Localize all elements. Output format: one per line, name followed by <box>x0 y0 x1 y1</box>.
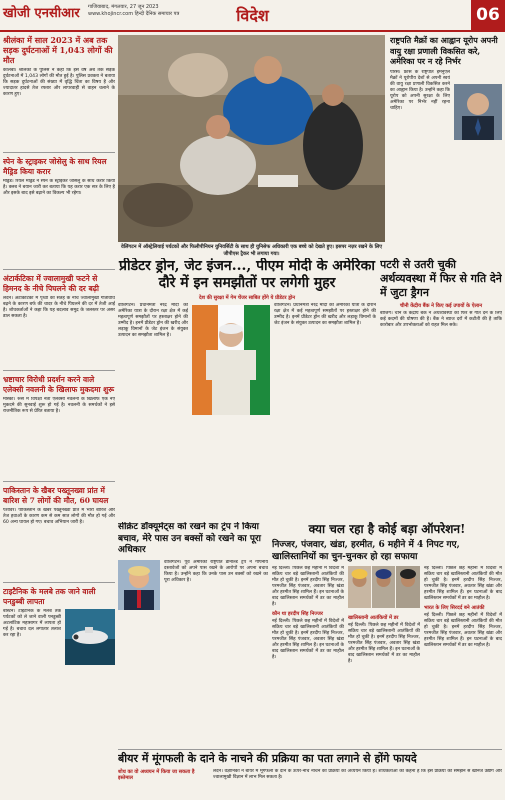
section-title: विदेश <box>236 6 269 25</box>
page-number: 06 <box>471 0 505 30</box>
operation-body-2: नई दिल्ली। पिछले छह महीनों में विदेशों में सक्रिय चार बड़े खालिस्तानी आतंकियों की मौत हो चुकी है। इनमें हरदीप सिंह निज्जर, परमजीत सिंह पंजवार, अवतार सिंह खंडा और हरमीत सिंह शामिल हैं। इन घटनाओं के बाद खालिस्तान समर्थकों में डर का माहौल है। <box>348 623 420 664</box>
operation-body-3b: नई दिल्ली। पिछले छह महीनों में विदेशों में सक्रिय चार बड़े खालिस्तानी आतंकियों की मौत हो चुकी है। इनमें हरदीप सिंह निज्जर, परमजीत सिंह पंजवार, अवतार सिंह खंडा और हरमीत सिंह शामिल हैं। इन घटनाओं के बाद खालिस्तान समर्थकों में डर का माहौल है। <box>424 613 502 648</box>
main-photo <box>118 35 385 242</box>
economy-headline: पटरी से उतरी चुकी अर्थव्यवस्था में फिर से गति देने में जुटा ड्रैगन <box>380 258 502 299</box>
titanic-block <box>3 609 115 669</box>
pakistan-headline: पाकिस्तान के खैबर पख्तूनख्वा प्रांत में बारिश से 7 लोगों की मौत, 60 घायल <box>3 486 109 505</box>
documents-story <box>118 522 268 747</box>
documents-headline: सीक्रेट डॉक्यूमेंट्स को रखने का ट्रंप ने किया बचाव, मेरे पास उन बक्सों को रखने का पूरा अधिकार <box>118 522 261 555</box>
antarctica-body: लंदन। अंटार्कटिका में पृथ्वी की सतह के नीचे ज्वालामुखी गतिविधि बढ़ने के कारण बर्फ की चादर के नीचे पिघलने की दर में तेजी आई है। शोधकर्ताओं ने कहा कि यह बदलाव समुद्र के जलस्तर पर असर डाल सकता है। <box>3 296 115 319</box>
documents-body: वाशिंगटन। पूर्व अमेरिकी राष्ट्रपति डोनाल्ड ट्रंप ने गोपनीय दस्तावेजों को अपने पास रखने के आरोपों पर अपना बचाव किया है। उन्होंने कहा कि उनके पास उन बक्सों को रखने का पूरा अधिकार है। <box>164 559 268 583</box>
operation-story <box>272 522 502 747</box>
srilanka-body: कोलंबो। श्रीलंका के पुलिस ने कहा कि इस वर्ष अब तक सड़क दुर्घटनाओं में 1,043 लोगों की मौत हुई है। पुलिस प्रवक्ता ने बताया कि सड़क दुर्घटनाओं की संख्या में वृद्धि चिंता का विषय है और ज्यादातर हादसे तेज रफ्तार और लापरवाही से वाहन चलाने के कारण हुए। <box>3 68 115 97</box>
titanic-body: बोस्टन। टाइटैनिक के मलबे तक पर्यटकों को ले जाने वाली पनडुब्बी अटलांटिक महासागर में लापता हो गई है। बचाव दल लगातार तलाश कर रहा है। <box>3 609 61 638</box>
divider <box>3 269 115 270</box>
divider <box>3 152 115 153</box>
corruption-headline: भ्रष्टाचार विरोधी प्रदर्शन करने वाले एलेक्सी नवलनी के खिलाफ मुकदमा शुरू <box>3 375 115 394</box>
titanic-headline: टाइटैनिक के मलबे तक जाने वाली पनडुब्बी लापता <box>3 587 96 606</box>
modi-photo <box>192 305 270 415</box>
drone-headline: प्रीडेटर ड्रोन, जेट इंजन..., पीएम मोदी के अमेरिका दौरे में इन समझौतों पर लगेगी मुहर <box>118 258 375 291</box>
beer-body: लंदन। वैज्ञानिकों ने बीयर में मूंगफली के दाने के ऊपर-नीचे नाचने की प्रक्रिया का अध्ययन किया है। शोधकर्ताओं का कहना है कि इस प्रक्रिया को समझने से खनिज उद्योग और ज्वालामुखी विज्ञान में लाभ मिल सकता है। <box>213 769 502 780</box>
divider <box>3 370 115 371</box>
macron-story <box>390 35 502 255</box>
macron-photo <box>454 84 502 140</box>
operation-headline: क्या चल रहा है कोई बड़ा ऑपरेशन! <box>308 522 466 536</box>
corruption-body: मास्को। रूस में विपक्षी नेता एलेक्सी नवलनी के खिलाफ एक नए मुकदमे की सुनवाई शुरू हो गई है। नवलनी के समर्थकों ने इसे राजनीतिक रूप से प्रेरित बताया है। <box>3 397 115 414</box>
beer-kicker: शोध का वो अध्ययन में किया जा सकता है इस्तेमाल <box>118 769 195 781</box>
operation-subhead-1: कौन था हरदीप सिंह निज्जर <box>272 611 323 617</box>
masthead <box>0 0 505 32</box>
drone-story <box>118 258 376 520</box>
economy-body: बीजिंग। चीन के केंद्रीय बैंक ने अर्थव्यवस्था को फिर से गति देने के लिए कई कदमों की घोषणा की है। बैंक ने ब्याज दरों में कटौती की है ताकि कारोबार और उपभोक्ताओं को राहत मिल सके। <box>380 311 502 328</box>
trump-photo <box>118 560 160 610</box>
operation-body-1b: नई दिल्ली। पिछले छह महीनों में विदेशों में सक्रिय चार बड़े खालिस्तानी आतंकियों की मौत हो चुकी है। इनमें हरदीप सिंह निज्जर, परमजीत सिंह पंजवार, अवतार सिंह खंडा और हरमीत सिंह शामिल हैं। इन घटनाओं के बाद खालिस्तान समर्थकों में डर का माहौल है। <box>272 619 344 660</box>
brand-name: खोजी एनसीआर <box>3 6 80 21</box>
macron-headline: राष्ट्रपति मैक्रों का आह्वान यूरोप अपनी वायु रक्षा प्रणाली विकसित करे, अमेरिका पर न रहे निर्भर <box>390 35 498 66</box>
photo-caption: वेलिंगटन में ऑस्ट्रेलियाई पर्यटकों और फिलीपीनियन युनिवर्सिटी के साथ ही युनिसेफ अधिकारी एक बच्चे को देखते हुए। इसपर नज़र रखने के लिए जीपीएस ट्रैकर भी लगाया गया। <box>120 244 383 257</box>
macron-body: पेरिस। फ्रांस के राष्ट्रपति इमैनुएल मैक्रों ने यूरोपीय देशों से अपनी स्वयं की वायु रक्षा प्रणाली विकसित करने का आह्वान किया है। उन्होंने कहा कि यूरोप को अपनी सुरक्षा के लिए अमेरिका पर निर्भर नहीं रहना चाहिए। <box>390 69 450 111</box>
divider <box>3 481 115 482</box>
beer-story <box>118 749 502 799</box>
economy-kicker: चीनी केंद्रीय बैंक ने किए कई उपायों के ऐलान <box>400 303 482 309</box>
operation-body-1: नई दिल्ली। पिछले छह महीनों में विदेशों में सक्रिय चार बड़े खालिस्तानी आतंकियों की मौत हो चुकी है। इनमें हरदीप सिंह निज्जर, परमजीत सिंह पंजवार, अवतार सिंह खंडा और हरमीत सिंह शामिल हैं। इन घटनाओं के बाद खालिस्तान समर्थकों में डर का माहौल है। <box>272 566 344 607</box>
terrorist-photos <box>348 566 420 608</box>
drone-kicker: देश की सुरक्षा में गेम चेंजर साबित होंगे ये प्रीडेटर ड्रोन <box>198 295 296 301</box>
operation-body-3: नई दिल्ली। पिछले छह महीनों में विदेशों में सक्रिय चार बड़े खालिस्तानी आतंकियों की मौत हो चुकी है। इनमें हरदीप सिंह निज्जर, परमजीत सिंह पंजवार, अवतार सिंह खंडा और हरमीत सिंह शामिल हैं। इन घटनाओं के बाद खालिस्तान समर्थकों में डर का माहौल है। <box>424 566 502 601</box>
drone-body-2: वाशिंगटन। प्रधानमंत्री नरेंद्र मोदी की अमेरिका यात्रा के दौरान रक्षा क्षेत्र में कई महत्वपूर्ण समझौतों पर हस्ताक्षर होने की उम्मीद है। इनमें प्रीडेटर ड्रोन की खरीद और लड़ाकू विमानों के जेट इंजन के संयुक्त उत्पादन का समझौता शामिल है। <box>274 303 376 326</box>
operation-subhead-2: खालिस्तानी आतंकियों में डर <box>348 615 399 621</box>
antarctica-headline: अंटार्कटिका में ज्वालामुखी फटने से हिमनद के नीचे पिघलने की दर बढ़ी <box>3 274 99 293</box>
operation-subheadline: निज्जर, पंजवार, खंडा, हरमीत, 6 महीने में 4 निपट गए, खालिस्तानियों का चुन-चुनकर हो रहा सफाया <box>272 540 460 562</box>
spain-body: मैड्रिड। रियल मैड्रिड ने स्पेन के स्ट्राइकर जोसेलु के साथ करार किया है। क्लब ने बयान जारी कर बताया कि यह करार एक सत्र के लिए है और इसके बाद इसे बढ़ाने का विकल्प भी रहेगा। <box>3 179 115 196</box>
brand-subtitle: गाजियाबाद, मंगलवार, 27 जून 2023 www.khojincr.com हिन्दी दैनिक समाचार पत्र <box>88 4 180 17</box>
spain-headline: स्पेन के स्ट्राइकर जोसेलु के साथ रियल मैड्रिड किया करार <box>3 157 107 176</box>
submarine-photo <box>65 609 115 665</box>
left-column <box>3 35 115 798</box>
pakistan-body: पेशावर। पाकिस्तान के खैबर पख्तूनख्वा प्रांत में भारी बारिश और तेज हवाओं के कारण कम से कम सात लोगों की मौत हो गई और 60 अन्य घायल हो गए। बचाव अभियान जारी है। <box>3 508 115 525</box>
operation-subhead-3: भारत के लिए सिरदर्द बने आतंकी <box>424 605 485 611</box>
beer-headline: बीयर में मूंगफली के दाने के नाचने की प्रक्रिया का पता लगाने से होंगे फायदे <box>118 752 417 765</box>
drone-body-1: वाशिंगटन। प्रधानमंत्री नरेंद्र मोदी की अमेरिका यात्रा के दौरान रक्षा क्षेत्र में कई महत्वपूर्ण समझौतों पर हस्ताक्षर होने की उम्मीद है। इनमें प्रीडेटर ड्रोन की खरीद और लड़ाकू विमानों के जेट इंजन के संयुक्त उत्पादन का समझौता शामिल है। <box>118 303 188 338</box>
divider <box>3 582 115 583</box>
economy-story <box>380 258 502 520</box>
srilanka-headline: श्रीलंका में साल 2023 में अब तक सड़क दुर्घटनाओं में 1,043 लोगों की मौत <box>3 35 113 65</box>
